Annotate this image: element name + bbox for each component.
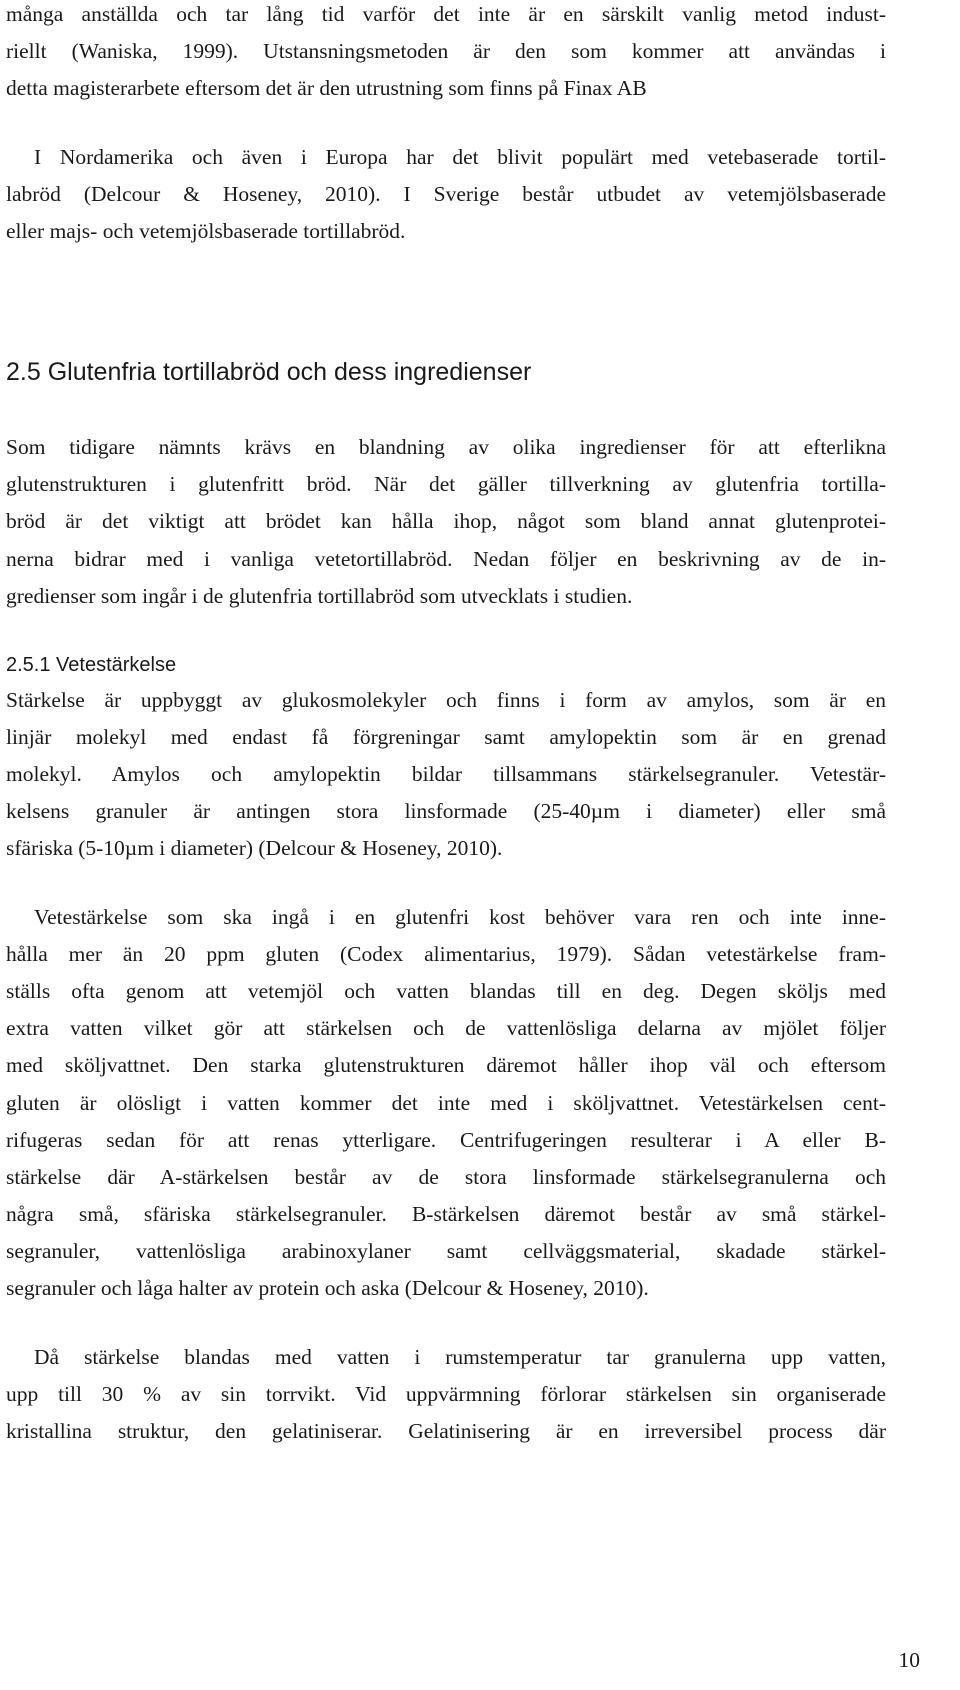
text-line: Som tidigare nämnts krävs en blandning av olika ingredienser för att efterlikna — [6, 435, 886, 459]
text-line: ställs ofta genom att vetemjöl och vatten blandas till en deg. Degen sköljs med — [6, 979, 886, 1003]
text-line: eller majs- och vetemjölsbaserade tortillabröd. — [6, 219, 406, 243]
text-line: gluten är olösligt i vatten kommer det inte med i sköljvattnet. Vetestärkelsen cent- — [6, 1091, 886, 1115]
text-line: rifugeras sedan för att renas ytterligare. Centrifugeringen resulterar i A eller B- — [6, 1128, 886, 1152]
text-line: Stärkelse är uppbyggt av glukosmolekyler och finns i form av amylos, som är en — [6, 688, 886, 712]
text-line: några små, sfäriska stärkelsegranuler. B-stärkelsen däremot består av små stärkel- — [6, 1202, 886, 1226]
text-line: detta magisterarbete eftersom det är den utrustning som finns på Finax AB — [6, 76, 647, 100]
text-line: upp till 30 % av sin torrvikt. Vid uppvärmning förlorar stärkelsen sin organiserade — [6, 1382, 886, 1406]
text-line: riellt (Waniska, 1999). Utstansningsmetoden är den som kommer att användas i — [6, 39, 886, 63]
subsection-heading: 2.5.1 Vetestärkelse — [6, 654, 177, 676]
text-line: gredienser som ingår i de glutenfria tortillabröd som utvecklats i studien. — [6, 584, 633, 608]
text-line: molekyl. Amylos och amylopektin bildar tillsammans stärkelsegranuler. Vetestär- — [6, 762, 886, 786]
text-line: Vetestärkelse som ska ingå i en glutenfri kost behöver vara ren och inte inne- — [34, 905, 886, 929]
section-heading: 2.5 Glutenfria tortillabröd och dess ingredienser — [6, 358, 532, 386]
text-line: sfäriska (5-10µm i diameter) (Delcour & Hoseney, 2010). — [6, 836, 503, 860]
text-line: bröd är det viktigt att brödet kan hålla ihop, något som bland annat glutenprotei- — [6, 509, 886, 533]
text-line: extra vatten vilket gör att stärkelsen och de vattenlösliga delarna av mjölet följer — [6, 1016, 886, 1040]
text-line: med sköljvattnet. Den starka glutenstrukturen däremot håller ihop väl och eftersom — [6, 1053, 886, 1077]
text-line: labröd (Delcour & Hoseney, 2010). I Sverige består utbudet av vetemjölsbaserade — [6, 182, 886, 206]
text-line: glutenstrukturen i glutenfritt bröd. När det gäller tillverkning av glutenfria tortilla- — [6, 472, 886, 496]
text-line: segranuler och låga halter av protein och aska (Delcour & Hoseney, 2010). — [6, 1276, 649, 1300]
text-line: linjär molekyl med endast få förgreningar samt amylopektin som är en grenad — [6, 725, 886, 749]
text-line: I Nordamerika och även i Europa har det blivit populärt med vetebaserade tortil- — [34, 145, 886, 169]
text-line: många anställda och tar lång tid varför det inte är en särskilt vanlig metod indust- — [6, 2, 886, 26]
text-line: segranuler, vattenlösliga arabinoxylaner samt cellväggsmaterial, skadade stärkel- — [6, 1239, 886, 1263]
text-line: Då stärkelse blandas med vatten i rumstemperatur tar granulerna upp vatten, — [34, 1345, 886, 1369]
page-number: 10 — [898, 1648, 920, 1672]
text-line: nerna bidrar med i vanliga vetetortillabröd. Nedan följer en beskrivning av de in- — [6, 547, 886, 571]
text-line: kelsens granuler är antingen stora linsformade (25-40µm i diameter) eller små — [6, 799, 886, 823]
text-line: hålla mer än 20 ppm gluten (Codex alimentarius, 1979). Sådan vetestärkelse fram- — [6, 942, 886, 966]
text-line: kristallina struktur, den gelatiniserar. Gelatinisering är en irreversibel process där — [6, 1419, 886, 1443]
text-line: stärkelse där A-stärkelsen består av de stora linsformade stärkelsegranulerna och — [6, 1165, 886, 1189]
